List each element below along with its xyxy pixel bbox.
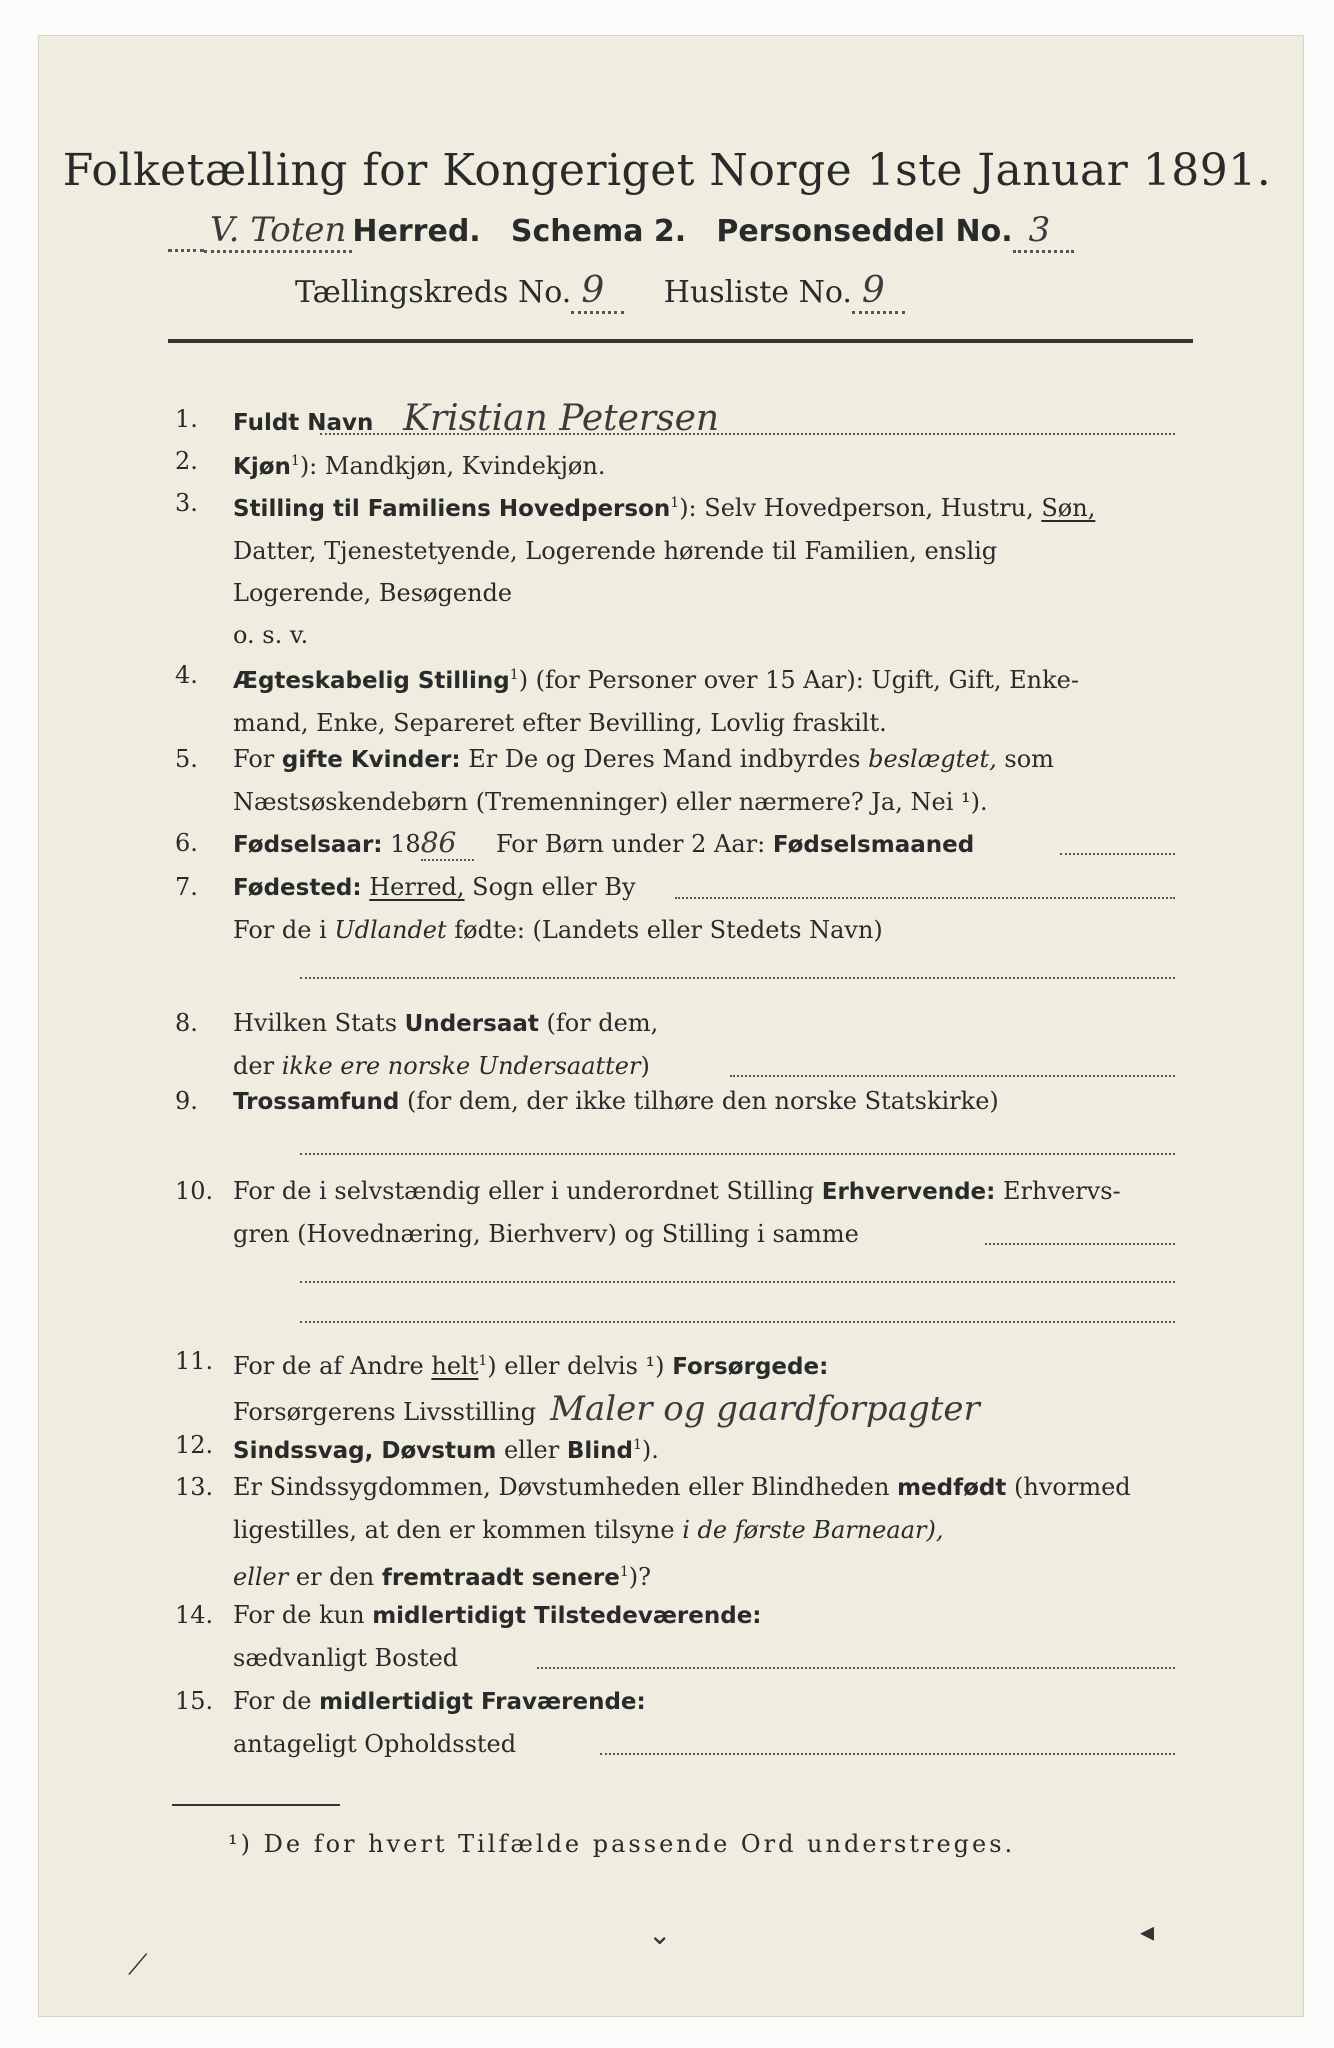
item-number: 14. — [175, 1601, 214, 1629]
field-text: gren (Hovednæring, Bierhverv) og Stilling i samme — [233, 1220, 859, 1248]
field-text: Erhvervs- — [1002, 1177, 1121, 1205]
form-title: Folketælling for Kongeriget Norge 1ste Januar 1891. — [62, 145, 1272, 196]
field-text: (hvormed — [1014, 1473, 1131, 1501]
husliste-label: Husliste No. — [663, 275, 852, 310]
field-text: fødte: (Landets eller Stedets Navn) — [454, 916, 883, 944]
item-number: 8. — [175, 1009, 198, 1037]
field-text: Hvilken Stats — [233, 1009, 398, 1037]
item-number: 4. — [175, 661, 198, 689]
field-text: Forsørgerens Livsstilling — [233, 1398, 537, 1426]
field-text: der — [233, 1052, 275, 1080]
item-number: 5. — [175, 745, 198, 773]
field-text: (for dem, — [546, 1009, 659, 1037]
name-value: Kristian Petersen — [403, 398, 720, 439]
field-text: antageligt Opholdssted — [233, 1730, 517, 1758]
field-text: Datter, Tjenestetyende, Logerende hørende til Familien, enslig — [233, 537, 998, 565]
personseddel-value: 3 — [1013, 210, 1075, 253]
field-label: Fødselsmaaned — [772, 832, 975, 858]
provider-occupation-value: Maler og gaardforpagter — [550, 1389, 980, 1429]
field-label: fremtraadt senere — [381, 1565, 620, 1591]
field-label: Erhvervende: — [821, 1179, 996, 1205]
field-text: ): Mandkjøn, Kvindekjøn. — [299, 452, 606, 480]
field-text: ) (for Personer over 15 Aar): Ugift, Gift, Enke- — [518, 666, 1079, 694]
field-text: ). — [641, 1436, 659, 1464]
husliste-value: 9 — [852, 270, 905, 314]
field-text: Er De og Deres Mand indbyrdes — [468, 745, 861, 773]
field-label: Sindssvag, Døvstum — [233, 1438, 497, 1464]
field-text: sædvanligt Bosted — [233, 1644, 459, 1672]
son-underlined: Søn, — [1041, 494, 1096, 522]
item-number: 6. — [175, 829, 198, 857]
footnote-ref: 1 — [290, 453, 300, 469]
item-number: 3. — [175, 489, 198, 517]
field-text: Sogn eller By — [472, 873, 636, 901]
field-label: Fuldt Navn — [233, 410, 374, 436]
field-text: For de i selvstændig eller i underordnet Stilling — [233, 1177, 815, 1205]
birth-year-value: 86 — [421, 826, 475, 861]
field-text: ikke ere norske Undersaatter — [281, 1052, 641, 1080]
kreds-row — [295, 270, 1095, 316]
field-label: Forsørgede: — [672, 1354, 829, 1380]
field-label: midlertidigt Fraværende: — [319, 1689, 646, 1715]
right-mark-icon: ◂ — [1140, 1915, 1155, 1948]
item-number: 7. — [175, 873, 198, 901]
item-number: 15. — [175, 1687, 214, 1715]
corner-mark-icon: ⟋ — [128, 1948, 148, 1981]
field-text: er den — [295, 1563, 375, 1591]
item-number: 9. — [175, 1087, 198, 1115]
field-text: Logerende, Besøgende — [233, 579, 513, 607]
item-number: 2. — [175, 447, 198, 475]
herred-value: V. Toten — [204, 210, 352, 253]
field-label: Ægteskabelig Stilling — [233, 668, 510, 694]
field-label: Stilling til Familiens Hovedperson — [233, 496, 671, 522]
field-text: ligestilles, at den er kommen tilsyne — [233, 1516, 675, 1544]
field-text: eller — [503, 1436, 560, 1464]
field-text: ): Selv Hovedperson, Hustru, — [679, 494, 1034, 522]
kreds-value: 9 — [571, 270, 624, 314]
year-prefix: 18 — [390, 830, 421, 858]
field-text: eller — [233, 1563, 289, 1591]
field-label: Kjøn — [233, 454, 291, 480]
field-label: Fødested: — [233, 875, 362, 901]
field-text: For Børn under 2 Aar: — [495, 830, 766, 858]
field-label: midlertidigt Tilstedeværende: — [372, 1603, 762, 1629]
footnote: ¹) De for hvert Tilfælde passende Ord understreges. — [228, 1830, 1016, 1858]
field-text: mand, Enke, Separeret efter Bevilling, Lovlig fraskilt. — [233, 709, 887, 737]
field-text: (for dem, der ikke tilhøre den norske Statskirke) — [407, 1087, 999, 1115]
schema-label: Schema 2. — [510, 214, 687, 249]
personseddel-label: Personseddel No. — [716, 214, 1013, 249]
footnote-rule — [172, 1804, 340, 1806]
field-text: For de — [233, 1687, 312, 1715]
field-text: Udlandet — [334, 916, 447, 944]
field-label: Undersaat — [404, 1011, 539, 1037]
field-text: som — [1004, 745, 1054, 773]
item-number: 1. — [175, 405, 198, 433]
item-number: 10. — [175, 1177, 214, 1205]
herred-row — [168, 210, 1198, 260]
field-label: gifte Kvinder: — [281, 747, 461, 773]
field-text: For de i — [233, 916, 327, 944]
field-text: Er Sindssygdommen, Døvstumheden eller Blindheden — [233, 1473, 890, 1501]
field-label: medfødt — [897, 1475, 1007, 1501]
kreds-label: Tællingskreds No. — [295, 275, 572, 310]
field-text: For — [233, 745, 275, 773]
item-number: 11. — [175, 1347, 214, 1375]
field-text: For de af Andre — [233, 1352, 424, 1380]
header-rule — [168, 339, 1193, 343]
helt-underlined: helt — [431, 1352, 479, 1380]
field-text: o. s. v. — [233, 621, 309, 649]
field-text: )? — [628, 1563, 651, 1591]
field-label: Blind — [566, 1438, 633, 1464]
field-text: Næstsøskendebørn (Tremenninger) eller nærmere? Ja, Nei ¹). — [233, 788, 988, 816]
center-mark-icon: ⌄ — [648, 1918, 672, 1951]
item-number: 12. — [175, 1431, 214, 1459]
herred-underlined: Herred, — [369, 873, 465, 901]
field-text: i de første Barneaar), — [682, 1516, 944, 1544]
field-text: For de kun — [233, 1601, 365, 1629]
item-number: 13. — [175, 1473, 214, 1501]
field-label: Fødselsaar: — [233, 832, 383, 858]
field-text: beslægtet, — [868, 745, 997, 773]
field-text: ) eller delvis ¹) — [487, 1352, 665, 1380]
herred-label: Herred. — [352, 214, 481, 249]
field-label: Trossamfund — [233, 1089, 400, 1115]
